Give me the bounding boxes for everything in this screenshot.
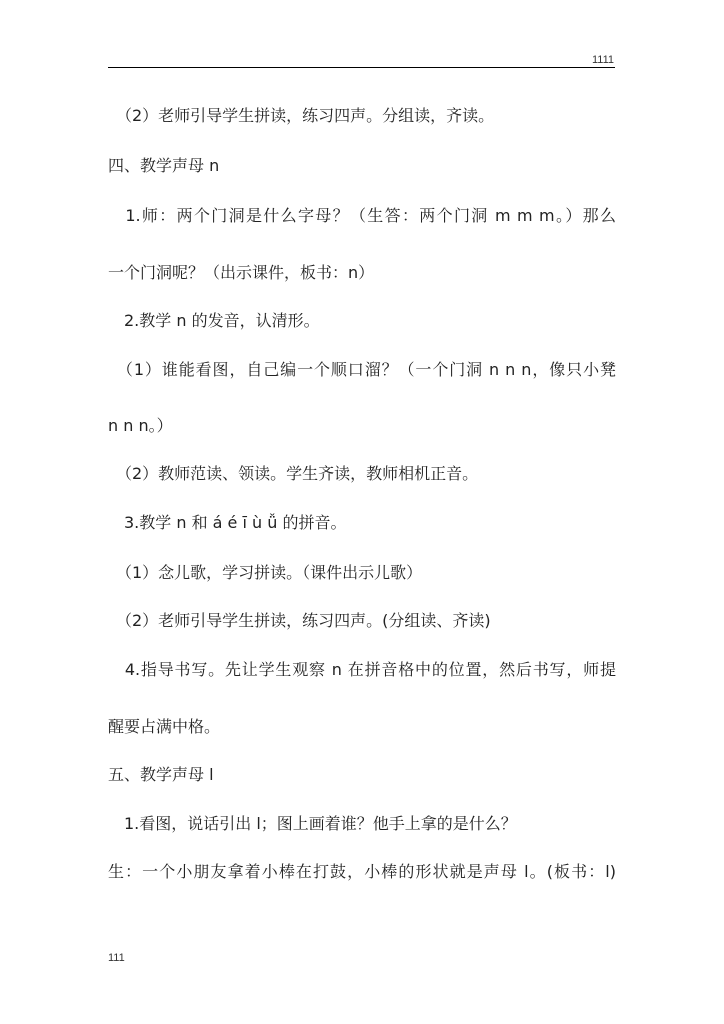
- text-line-8: （2）教师范读、领读。学生齐读，教师相机正音。: [108, 464, 479, 483]
- text-line-6: （1）谁能看图，自己编一个顺口溜？（一个门洞 n n n，像只小凳: [108, 360, 616, 379]
- text-line-9: 3.教学 n 和 á é ī ù ǚ 的拼音。: [108, 513, 347, 532]
- footer-page-number: 111: [108, 952, 125, 964]
- text-line-12: 4.指导书写。先让学生观察 n 在拼音格中的位置，然后书写，师提: [108, 660, 616, 679]
- text-line-11: （2）老师引导学生拼读，练习四声。(分组读、齐读): [108, 611, 491, 630]
- text-line-7: n n n。）: [108, 416, 173, 435]
- text-line-15: 1.看图，说话引出 l；图上画着谁？他手上拿的是什么？: [108, 814, 517, 833]
- text-line-16: 生：一个小朋友拿着小棒在打鼓，小棒的形状就是声母 l。(板书：l): [108, 862, 616, 881]
- text-line-2: 四、教学声母 n: [108, 156, 220, 175]
- text-line-14: 五、教学声母 l: [108, 765, 214, 784]
- text-line-1: （2）老师引导学生拼读，练习四声。分组读，齐读。: [108, 106, 495, 125]
- text-line-4: 一个门洞呢？（出示课件，板书：n）: [108, 263, 375, 282]
- header-page-number: 1111: [591, 54, 614, 66]
- text-line-5: 2.教学 n 的发音，认清形。: [108, 311, 320, 330]
- header-divider: [108, 67, 615, 68]
- text-line-3: 1.师：两个门洞是什么字母？（生答：两个门洞 m m m。）那么: [108, 206, 616, 225]
- text-line-13: 醒要占满中格。: [108, 717, 221, 736]
- text-line-10: （1）念儿歌，学习拼读。（课件出示儿歌）: [108, 563, 423, 582]
